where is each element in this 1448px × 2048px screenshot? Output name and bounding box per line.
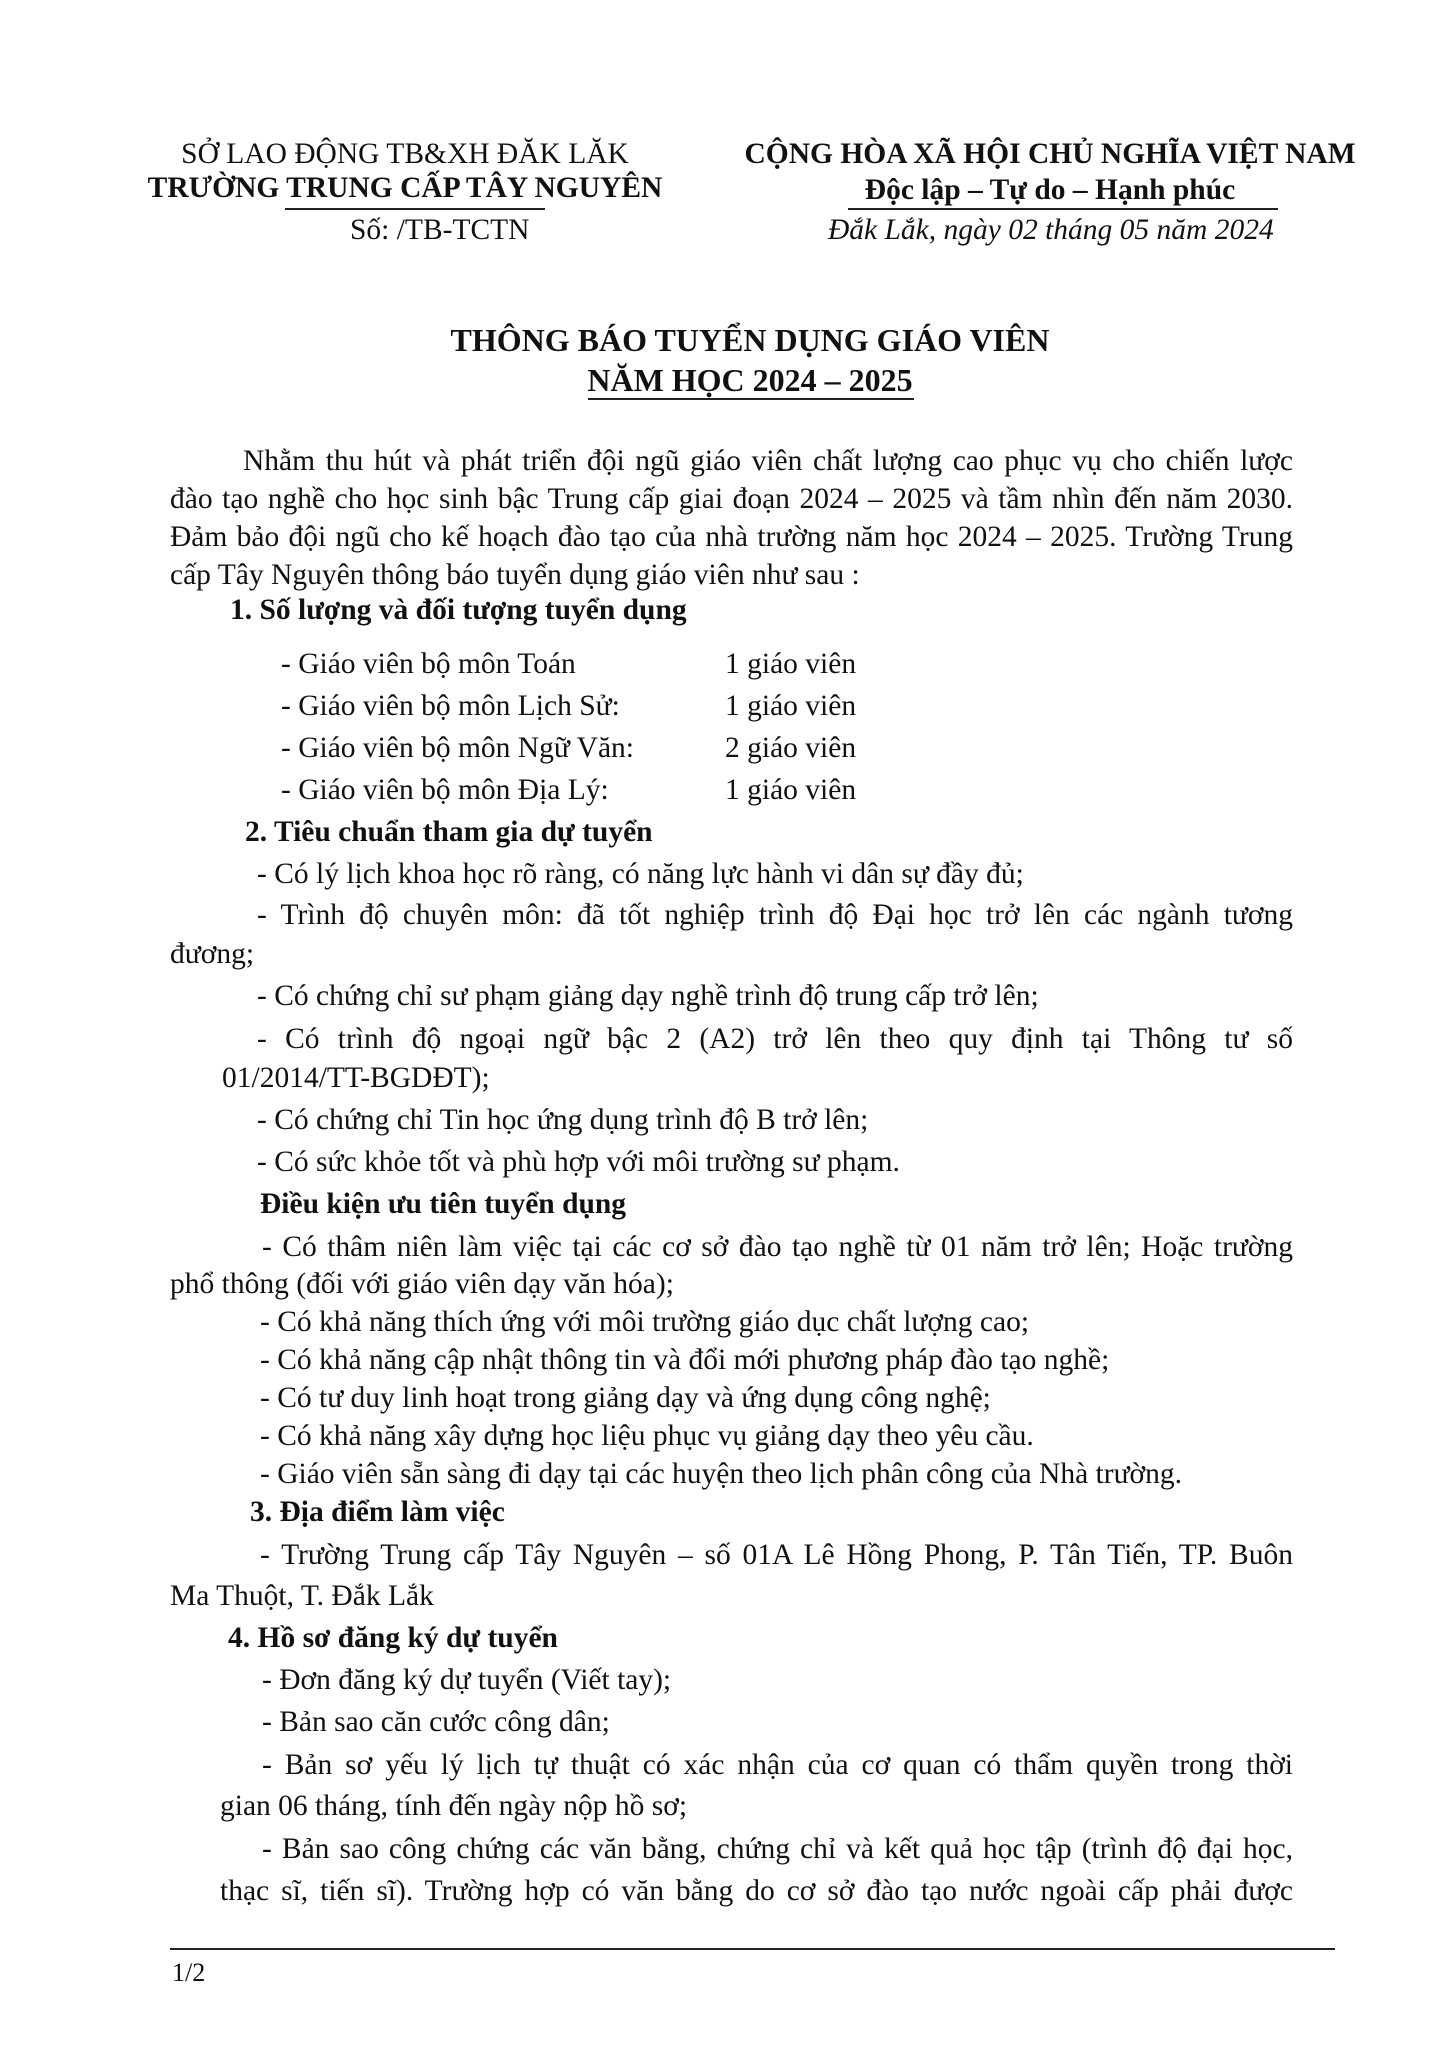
requirement-item-continued: 01/2014/TT-BGDĐT); [222, 1062, 490, 1094]
dossier-item: - Bản sao công chứng các văn bằng, chứng chỉ và kết quả học tập (trình độ đại học, [262, 1833, 1293, 1865]
position-subject: - Giáo viên bộ môn Ngữ Văn: [281, 732, 635, 764]
section-1-heading: 1. Số lượng và đối tượng tuyển dụng [230, 594, 687, 626]
subtitle-underline [588, 398, 914, 400]
priority-item-continued: phổ thông (đối với giáo viên dạy văn hóa); [170, 1268, 674, 1300]
position-count: 2 giáo viên [725, 732, 857, 764]
dossier-item-continued: gian 06 tháng, tính đến ngày nộp hồ sơ; [220, 1790, 688, 1822]
position-subject: - Giáo viên bộ môn Lịch Sử: [281, 690, 620, 722]
document-number: Số: /TB-TCTN [350, 214, 530, 246]
intro-line-1: Nhằm thu hút và phát triển đội ngũ giáo viên chất lượng cao phục vụ cho chiến lược [243, 445, 1293, 477]
intro-line-3: Đảm bảo đội ngũ cho kế hoạch đào tạo của nhà trường năm học 2024 – 2025. Trường Trung [170, 521, 1293, 553]
place-and-date: Đắk Lắk, ngày 02 tháng 05 năm 2024 [828, 214, 1274, 246]
requirement-item: - Trình độ chuyên môn: đã tốt nghiệp trình độ Đại học trở lên các ngành tương [257, 899, 1293, 931]
page-number: 1/2 [172, 1958, 206, 1987]
priority-item: - Có tư duy linh hoạt trong giảng dạy và ứng dụng công nghệ; [260, 1382, 991, 1414]
position-subject: - Giáo viên bộ môn Toán [281, 648, 576, 680]
priority-item: - Có khả năng cập nhật thông tin và đổi mới phương pháp đào tạo nghề; [260, 1344, 1110, 1376]
national-motto: Độc lập – Tự do – Hạnh phúc [864, 174, 1236, 206]
dossier-item-continued: thạc sĩ, tiến sĩ). Trường hợp có văn bằng do cơ sở đào tạo nước ngoài cấp phải được [220, 1875, 1293, 1907]
priority-item: - Có khả năng xây dựng học liệu phục vụ giảng dạy theo yêu cầu. [260, 1420, 1034, 1452]
workplace-address: - Trường Trung cấp Tây Nguyên – số 01A Lê Hồng Phong, P. Tân Tiến, TP. Buôn [260, 1539, 1293, 1571]
motto-underline [848, 208, 1278, 210]
intro-line-4: cấp Tây Nguyên thông báo tuyển dụng giáo viên như sau : [170, 559, 860, 591]
position-count: 1 giáo viên [725, 774, 857, 806]
requirement-item: - Có chứng chỉ Tin học ứng dụng trình độ B trở lên; [257, 1104, 869, 1136]
ministry-name: SỞ LAO ĐỘNG TB&XH ĐĂK LĂK [181, 138, 629, 170]
position-count: 1 giáo viên [725, 648, 857, 680]
position-subject: - Giáo viên bộ môn Địa Lý: [281, 774, 609, 806]
priority-item: - Có khả năng thích ứng với môi trường giáo dục chất lượng cao; [260, 1306, 1030, 1338]
school-name: TRƯỜNG TRUNG CẤP TÂY NGUYÊN [147, 172, 663, 204]
footer-rule [170, 1948, 1335, 1950]
dossier-item: - Bản sao căn cước công dân; [262, 1706, 610, 1738]
priority-heading: Điều kiện ưu tiên tuyển dụng [260, 1188, 627, 1220]
dossier-item: - Đơn đăng ký dự tuyển (Viết tay); [262, 1664, 672, 1696]
workplace-address-continued: Ma Thuột, T. Đắk Lắk [170, 1580, 434, 1612]
requirement-item: - Có chứng chỉ sư phạm giảng dạy nghề trình độ trung cấp trở lên; [257, 980, 1039, 1012]
section-3-heading: 3. Địa điểm làm việc [250, 1496, 505, 1528]
section-2-heading: 2. Tiêu chuẩn tham gia dự tuyển [245, 816, 653, 848]
document-title: THÔNG BÁO TUYỂN DỤNG GIÁO VIÊN [450, 322, 1050, 358]
priority-item: - Giáo viên sẵn sàng đi dạy tại các huyện theo lịch phân công của Nhà trường. [260, 1458, 1183, 1490]
section-4-heading: 4. Hồ sơ đăng ký dự tuyển [228, 1622, 558, 1654]
country-name: CỘNG HÒA XÃ HỘI CHỦ NGHĨA VIỆT NAM [744, 138, 1356, 170]
priority-item: - Có thâm niên làm việc tại các cơ sở đào tạo nghề từ 01 năm trở lên; Hoặc trường [262, 1231, 1293, 1263]
school-name-underline [285, 208, 545, 210]
intro-line-2: đào tạo nghề cho học sinh bậc Trung cấp giai đoạn 2024 – 2025 và tầm nhìn đến năm 2030. [170, 483, 1293, 515]
dossier-item: - Bản sơ yếu lý lịch tự thuật có xác nhận của cơ quan có thẩm quyền trong thời [262, 1749, 1293, 1781]
position-count: 1 giáo viên [725, 690, 857, 722]
requirement-item: - Có lý lịch khoa học rõ ràng, có năng lực hành vi dân sự đầy đủ; [257, 858, 1024, 890]
requirement-item-continued: đương; [170, 938, 255, 970]
document-subtitle: NĂM HỌC 2024 – 2025 [587, 362, 913, 398]
requirement-item: - Có sức khỏe tốt và phù hợp với môi trường sư phạm. [257, 1146, 900, 1178]
requirement-item: - Có trình độ ngoại ngữ bậc 2 (A2) trở lên theo quy định tại Thông tư số [257, 1023, 1293, 1055]
